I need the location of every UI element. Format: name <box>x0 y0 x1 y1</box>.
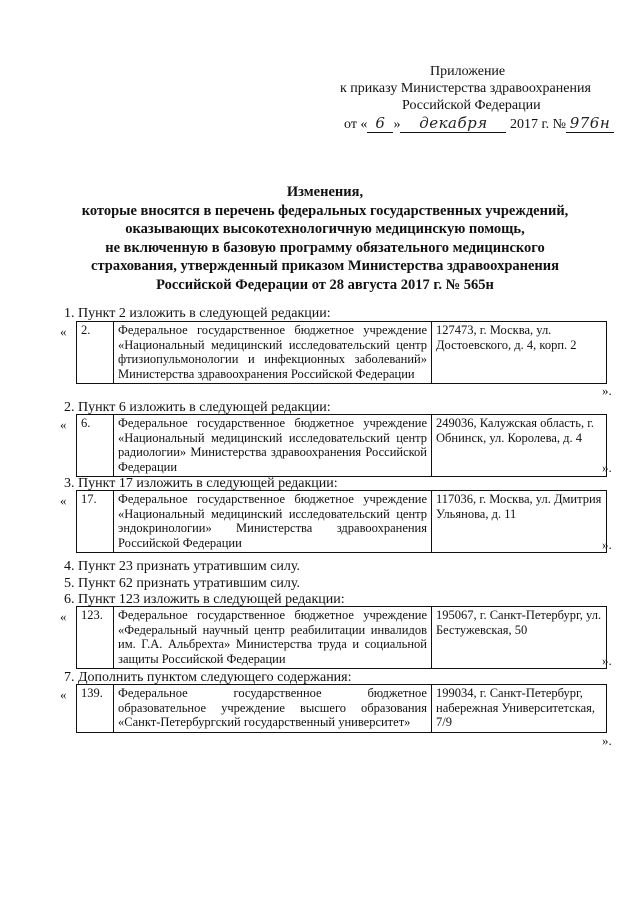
item-4-heading: 4. Пункт 23 признать утратившим силу. <box>64 559 300 574</box>
title-line-3: оказывающих высокотехнологичную медицинскую помощь, <box>125 221 525 237</box>
open-quote: « <box>60 609 67 624</box>
close-quote: ». <box>602 653 612 668</box>
table-row <box>77 322 607 384</box>
item-5-heading: 5. Пункт 62 признать утратившим силу. <box>64 576 300 591</box>
title-line-5: страхования, утвержденный приказом Министерства здравоохранения <box>91 258 559 274</box>
item-7-table <box>76 684 607 733</box>
institution-address: 199034, г. Санкт-Петербург, набережная Университетская, 7/9 <box>432 685 607 733</box>
date-close-quote: » <box>393 117 401 132</box>
item-1-table <box>76 321 607 384</box>
open-quote: « <box>60 493 67 508</box>
institution-name: Федеральное государственное бюджетное образовательное учреждение высшего образования «Санкт-Петербургский государственный университет» <box>114 685 432 733</box>
date-prefix: от « <box>344 117 368 132</box>
institution-name: Федеральное государственное бюджетное учреждение «Национальный медицинский исследовательский центр фтизиопульмонологии и инфекционных заболеваний» Министерства здравоохранения Российской Федерации <box>114 322 432 384</box>
close-quote: ». <box>602 460 612 475</box>
item-6-heading: 6. Пункт 123 изложить в следующей редакции: <box>64 592 345 607</box>
item-6-table <box>76 606 607 669</box>
institution-name: Федеральное государственное бюджетное учреждение «Национальный медицинский исследовательский центр радиологии» Министерства здравоохранения Российской Федерации <box>114 415 432 477</box>
handwritten-month: декабря <box>400 114 506 133</box>
open-quote: « <box>60 687 67 702</box>
table-row <box>77 415 607 477</box>
institution-name: Федеральное государственное бюджетное учреждение «Федеральный научный центр реабилитации инвалидов им. Г.А. Альбрехта» Министерства труда и социальной защиты Российской Федерации <box>114 607 432 669</box>
open-quote: « <box>60 417 67 432</box>
document-title <box>60 183 590 294</box>
order-ref-line: к приказу Министерства здравоохранения <box>340 81 591 96</box>
title-line-2: которые вносятся в перечень федеральных государственных учреждений, <box>81 202 569 219</box>
title-line-4: не включенную в базовую программу обязательного медицинского <box>105 239 545 256</box>
order-date-line <box>344 114 614 134</box>
institution-address: 127473, г. Москва, ул. Достоевского, д. 4, корп. 2 <box>432 322 607 384</box>
row-number: 17. <box>77 491 114 553</box>
table-row <box>77 607 607 669</box>
title-line-6: Российской Федерации от 28 августа 2017 г. № 565н <box>156 276 494 293</box>
close-quote: ». <box>602 733 612 748</box>
item-2-heading: 2. Пункт 6 изложить в следующей редакции: <box>64 400 331 415</box>
close-quote: ». <box>602 383 612 398</box>
table-row <box>77 685 607 733</box>
item-3-heading: 3. Пункт 17 изложить в следующей редакции: <box>64 476 338 491</box>
open-quote: « <box>60 324 67 339</box>
item-7-heading: 7. Дополнить пунктом следующего содержания: <box>64 670 352 685</box>
item-2-table <box>76 414 607 477</box>
handwritten-order-number: 976н <box>566 114 614 133</box>
row-number: 6. <box>77 415 114 477</box>
table-row <box>77 491 607 553</box>
year-and-number-label: 2017 г. № <box>509 117 566 132</box>
item-3-table <box>76 490 607 553</box>
row-number: 139. <box>77 685 114 733</box>
institution-address: 249036, Калужская область, г. Обнинск, ул. Королева, д. 4 <box>432 415 607 477</box>
title-line-1: Изменения, <box>286 184 364 200</box>
row-number: 123. <box>77 607 114 669</box>
ministry-line: Российской Федерации <box>402 98 541 113</box>
row-number: 2. <box>77 322 114 384</box>
institution-address: 117036, г. Москва, ул. Дмитрия Ульянова, д. 11 <box>432 491 607 553</box>
institution-address: 195067, г. Санкт-Петербург, ул. Бестужевская, 50 <box>432 607 607 669</box>
handwritten-day: 6 <box>367 114 393 133</box>
close-quote: ». <box>602 537 612 552</box>
appendix-label: Приложение <box>430 64 506 79</box>
item-1-heading: 1. Пункт 2 изложить в следующей редакции: <box>64 306 331 321</box>
institution-name: Федеральное государственное бюджетное учреждение «Национальный медицинский исследовательский центр эндокринологии» Министерства здравоохранения Российской Федерации <box>114 491 432 553</box>
